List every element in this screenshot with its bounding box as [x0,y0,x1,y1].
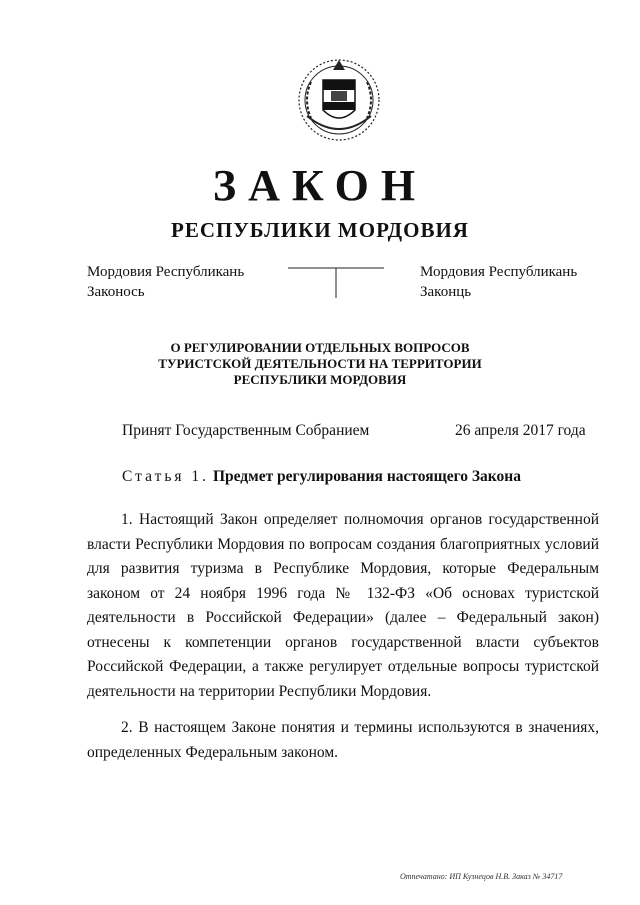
print-imprint: Отпечатано: ИП Кузнецов Н.В. Заказ № 34717 [400,872,563,881]
law-subtitle: РЕСПУБЛИКИ МОРДОВИЯ [171,218,469,242]
lang-right-line2: Законць [420,284,472,300]
erzya-moksha-title-left [87,262,244,302]
article-label: Статья 1. [122,468,210,485]
law-title: ЗАКОН [212,161,428,210]
lang-left-line2: Законось [87,284,145,300]
title-divider [288,265,384,299]
paragraph-1: 1. Настоящий Закон определяет полномочия органов государственной власти Республики Мордовия по вопросам создания благоприятных условий для развития туризма в Республике Мордовия, которые Федеральным законом от 24 ноября 1996 года № 132-ФЗ «Об основах туристской деятельности в Российской Федерации» (далее – Федеральный закон) отнесены к компетенции органов государственной власти субъектов Российской Федерации, а также регулирует отдельные вопросы туристской деятельности на территории Республики Мордовия. [87,511,599,700]
adopted-by: Принят Государственным Собранием [122,422,370,439]
heading-line2: ТУРИСТСКОЙ ДЕЯТЕЛЬНОСТИ НА ТЕРРИТОРИИ [158,356,482,371]
lang-right-line1: Мордовия Республикань [420,264,578,280]
lang-left-line1: Мордовия Республикань [87,264,245,280]
heading-line1: О РЕГУЛИРОВАНИИ ОТДЕЛЬНЫХ ВОПРОСОВ [170,340,470,355]
paragraph-2: 2. В настоящем Законе понятия и термины используются в значениях, определенных Федеральным законом. [87,719,599,761]
mordovia-coat-of-arms-icon [293,52,385,144]
heading-line3: РЕСПУБЛИКИ МОРДОВИЯ [233,372,407,387]
article-title: Предмет регулирования настоящего Закона [212,468,521,485]
law-heading [0,340,640,388]
article-heading [122,468,521,486]
erzya-moksha-title-right [420,262,577,302]
adopted-date: 26 апреля 2017 года [455,422,586,439]
